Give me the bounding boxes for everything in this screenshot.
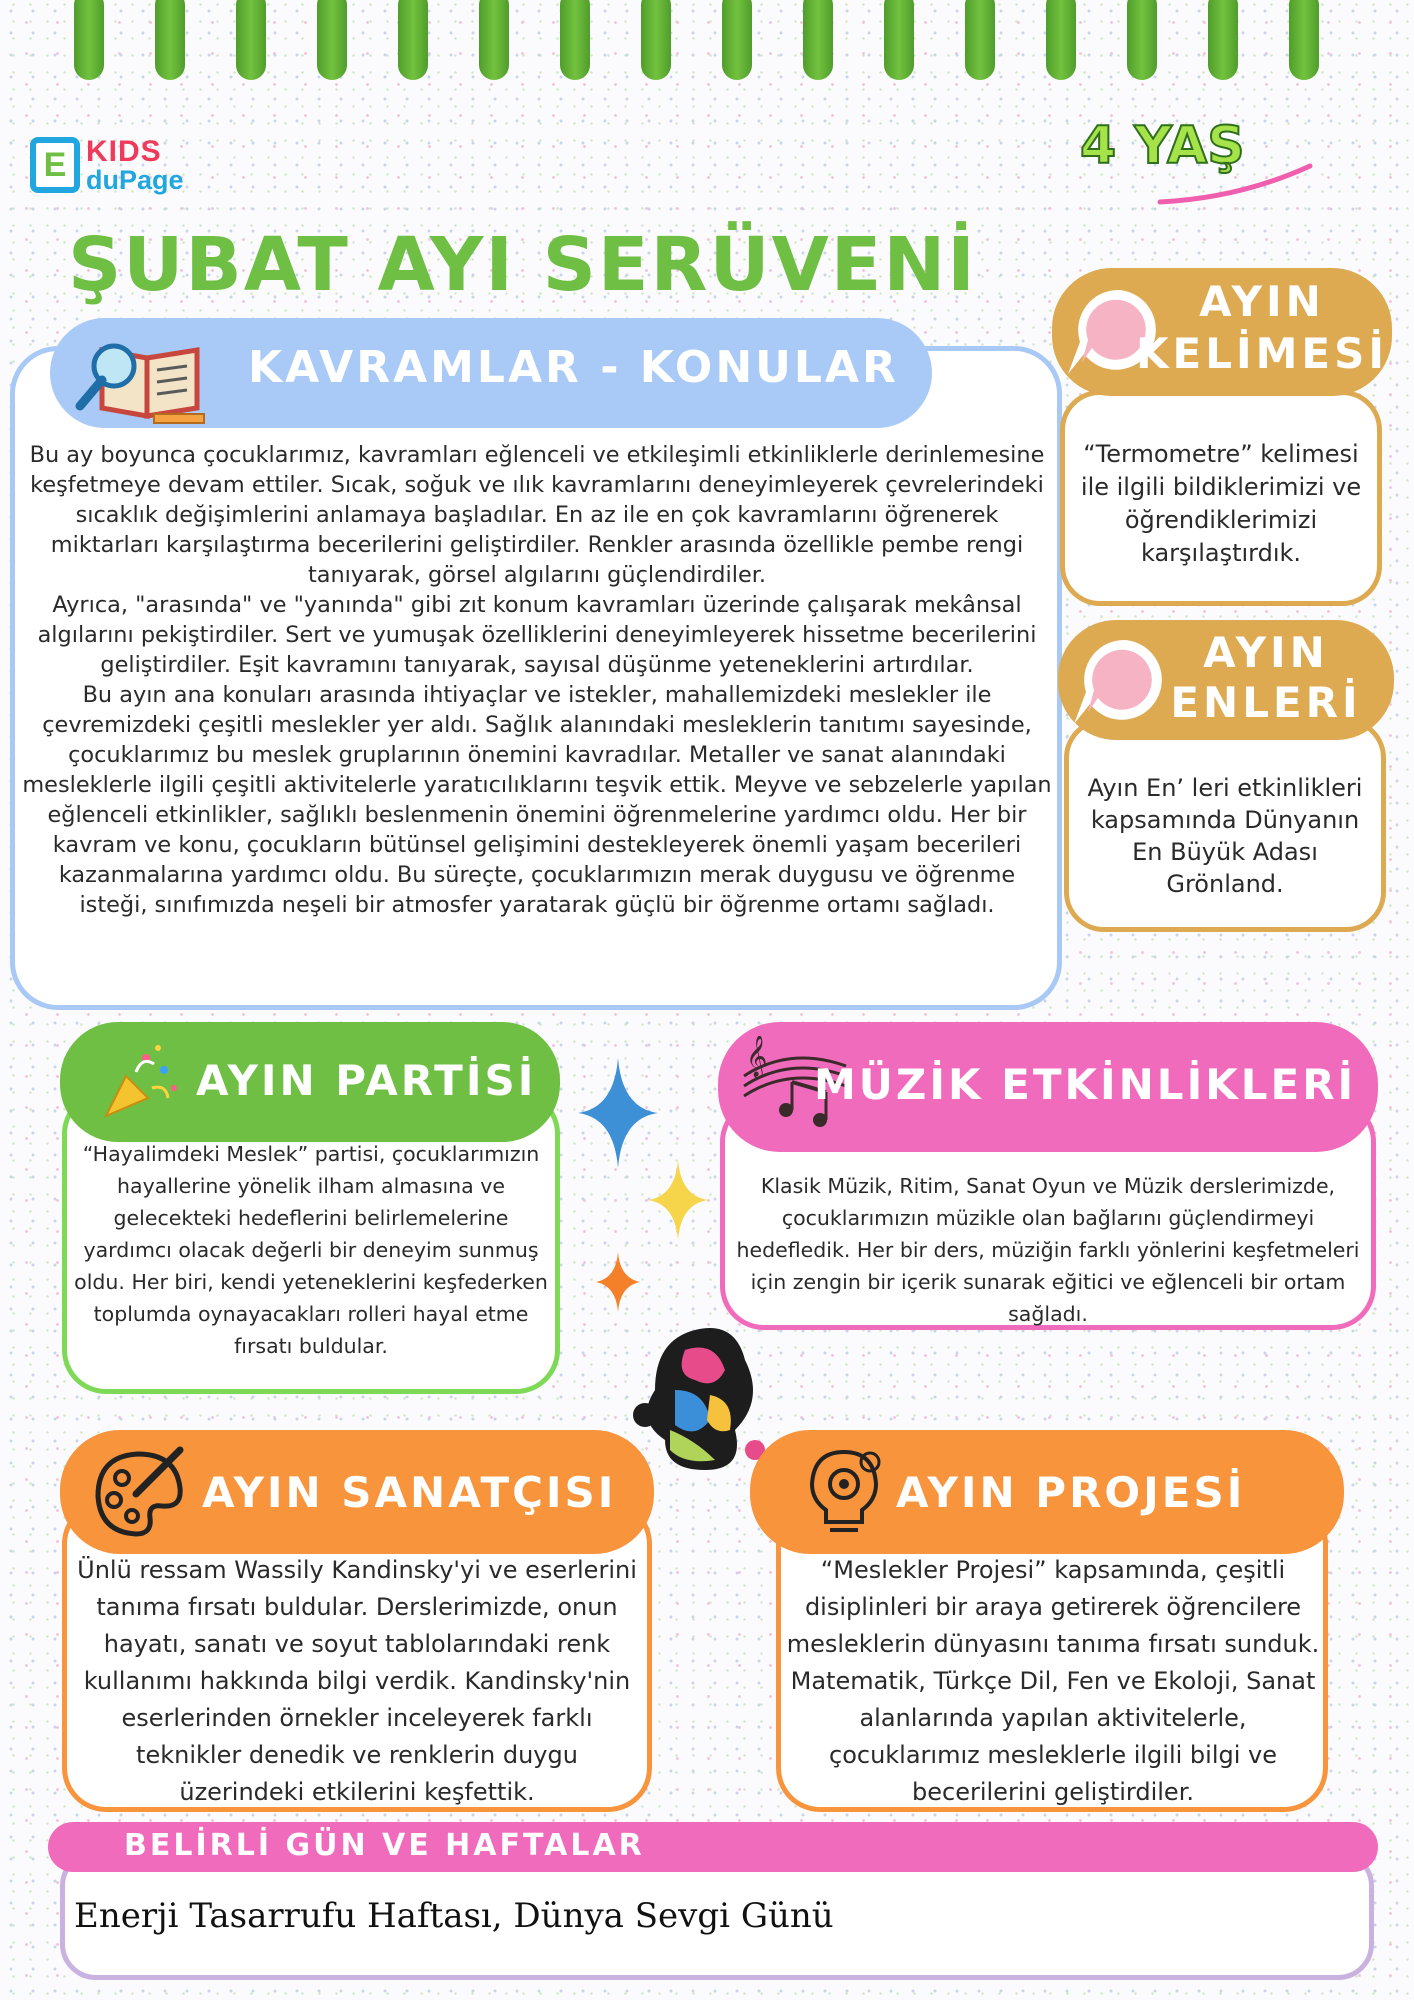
artist-text: Ünlü ressam Wassily Kandinsky'yi ve eserlerini tanıma fırsatı buldular. Derslerimizde, onun hayatı, sanatı ve soyut tablolarındaki renk kullanımı hakkında bilgi verdik. Kandinsky'nin eserlerinden örnekler inceleyerek farklı teknikler denedik ve renklerin duygu üzerindeki etkilerini keşfettik. [77, 1556, 637, 1806]
binding-ring [74, 0, 104, 80]
superlatives-text: Ayın En’ leri etkinlikleri kapsamında Dünyanın En Büyük Adası Grönland. [1087, 774, 1363, 898]
party-popper-icon [96, 1036, 186, 1126]
party-header [60, 1022, 560, 1142]
binding-ring [722, 0, 752, 80]
logo-edupage: duPage [86, 165, 184, 195]
kids-edupage-logo [30, 137, 200, 201]
concepts-paragraph: Ayrıca, "arasında" ve "yanında" gibi zıt konum kavramları üzerinde çalışarak mekânsal algılarını pekiştirdiler. Sert ve yumuşak özelliklerini deneyimleyerek hissetme becerilerini geliştirdiler. Eşit kavramını tanıyarak, sayısal düşünme yeteneklerini artırdılar. [37, 592, 1037, 678]
logo-kids: KIDS [86, 135, 162, 168]
project-title: AYIN PROJESİ [896, 1468, 1246, 1517]
binding-ring [965, 0, 995, 80]
binding-ring [1208, 0, 1238, 80]
party-title: AYIN PARTİSİ [196, 1056, 537, 1105]
binding-ring [1289, 0, 1319, 80]
word-title-line2: KELİMESİ [1136, 329, 1388, 378]
word-text: “Termometre” kelimesi ile ilgili bildiklerimizi ve öğrendiklerimizi karşılaştırdık. [1080, 440, 1362, 567]
superlatives-title-line1: AYIN [1203, 628, 1329, 677]
project-text: “Meslekler Projesi” kapsamında, çeşitli disiplinleri bir araya getirerek öğrencilere mesleklerin dünyasını tanıma fırsatı sunduk. Matematik, Türkçe Dil, Fen ve Ekoloji, Sanat alanlarında yapılan aktivitelerle, çocuklarımız mesleklerle ilgili bilgi ve becerilerini geliştirdiler. [786, 1556, 1320, 1806]
superlatives-header [1058, 620, 1394, 740]
binding-ring [155, 0, 185, 80]
music-title: MÜZİK ETKİNLİKLERİ [814, 1060, 1357, 1109]
binding-ring [317, 0, 347, 80]
superlatives-title-line2: ENLERİ [1170, 678, 1362, 727]
book-icon [72, 328, 222, 428]
logo-letter: E [30, 137, 80, 193]
music-text: Klasik Müzik, Ritim, Sanat Oyun ve Müzik derslerimizde, çocuklarımızın müzikle olan bağlarını güçlendirmeyi hedefledik. Her bir ders, müziğin farklı yönlerini keşfetmeleri için zengin bir içerik sunarak eğitici ve eğlenceli bir ortam sağladı. [736, 1174, 1360, 1326]
sparkle-icon [648, 1160, 708, 1240]
binding-ring [1046, 0, 1076, 80]
concepts-body [22, 440, 1052, 920]
artist-header [60, 1430, 654, 1554]
word-header [1052, 268, 1392, 396]
sparkle-icon [596, 1252, 640, 1312]
special-days-header [48, 1822, 1378, 1872]
superlatives-title [1138, 628, 1394, 728]
binding-ring [803, 0, 833, 80]
music-header [718, 1022, 1378, 1152]
special-days-title: BELİRLİ GÜN VE HAFTALAR [124, 1828, 645, 1863]
binding-ring [560, 0, 590, 80]
binding-ring [479, 0, 509, 80]
palette-brush-icon [88, 1442, 188, 1542]
word-title-line1: AYIN [1199, 277, 1325, 326]
word-title [1132, 276, 1392, 380]
swoosh-decoration [1150, 160, 1320, 210]
party-text: “Hayalimdeki Meslek” partisi, çocuklarımızın hayallerine yönelik ilham almasına ve gelecekteki hedeflerini belirlemelerine yardımcı olacak değerli bir deneyim sunmuş oldu. Her biri, kendi yeteneklerini keşfederken toplumda oynayacakları rolleri hayal etme fırsatı buldular. [74, 1142, 548, 1358]
binding-ring [236, 0, 266, 80]
svg-text:𝄞: 𝄞 [746, 1036, 768, 1077]
binding-ring [641, 0, 671, 80]
artist-title: AYIN SANATÇISI [202, 1468, 617, 1517]
special-days-text: Enerji Tasarrufu Haftası, Dünya Sevgi Günü [74, 1896, 834, 1936]
binding-ring [884, 0, 914, 80]
concepts-title: KAVRAMLAR - KONULAR [248, 342, 899, 393]
binding-ring [398, 0, 428, 80]
concepts-paragraph: Bu ay boyunca çocuklarımız, kavramları eğlenceli ve etkileşimli etkinliklerle derinlemesine keşfetmeye devam ettiler. Sıcak, soğuk ve ılık kavramlarını deneyimleyerek çevrelerindeki sıcaklık değişimlerini anlamaya başladılar. En az ile en çok kavramlarını öğrenerek miktarları karşılaştırma becerilerini geliştirdiler. Renkler arasında özellikle pembe rengi tanıyarak, görsel algılarını güçlendirdiler. [29, 442, 1045, 588]
page-title: ŞUBAT AYI SERÜVENİ [68, 222, 977, 308]
lightbulb-gear-icon [794, 1442, 894, 1542]
age-badge: 4 YAŞ [1080, 116, 1245, 176]
concepts-paragraph: Bu ayın ana konuları arasında ihtiyaçlar ve istekler, mahallemizdeki meslekler ile çevremizdeki çeşitli meslekler yer aldı. Sağlık alanındaki mesleklerin tanıtımı sayesinde, çocuklarımız bu meslek gruplarının önemini kavradılar. Metaller ve sanat alanındaki mesleklerle ilgili çeşitli aktivitelerle yaratıcılıklarını teşvik ettik. Meyve ve sebzelerle yapılan eğlenceli etkinlikler, sağlıklı beslenmenin önemini öğrenmelerine yardımcı oldu. Her bir kavram ve konu, çocukların bütünsel gelişimini destekleyerek önemli yaşam becerileri kazanmalarına yardımcı oldu. Bu süreçte, çocuklarımızın merak duygusu ve öğrenme isteği, sınıfımızda neşeli bir atmosfer yaratarak güçlü bir öğrenme ortamı sağladı. [22, 682, 1052, 918]
project-header [750, 1430, 1344, 1554]
binding-ring [1127, 0, 1157, 80]
concepts-header [50, 318, 932, 428]
sparkle-icon [578, 1058, 658, 1168]
